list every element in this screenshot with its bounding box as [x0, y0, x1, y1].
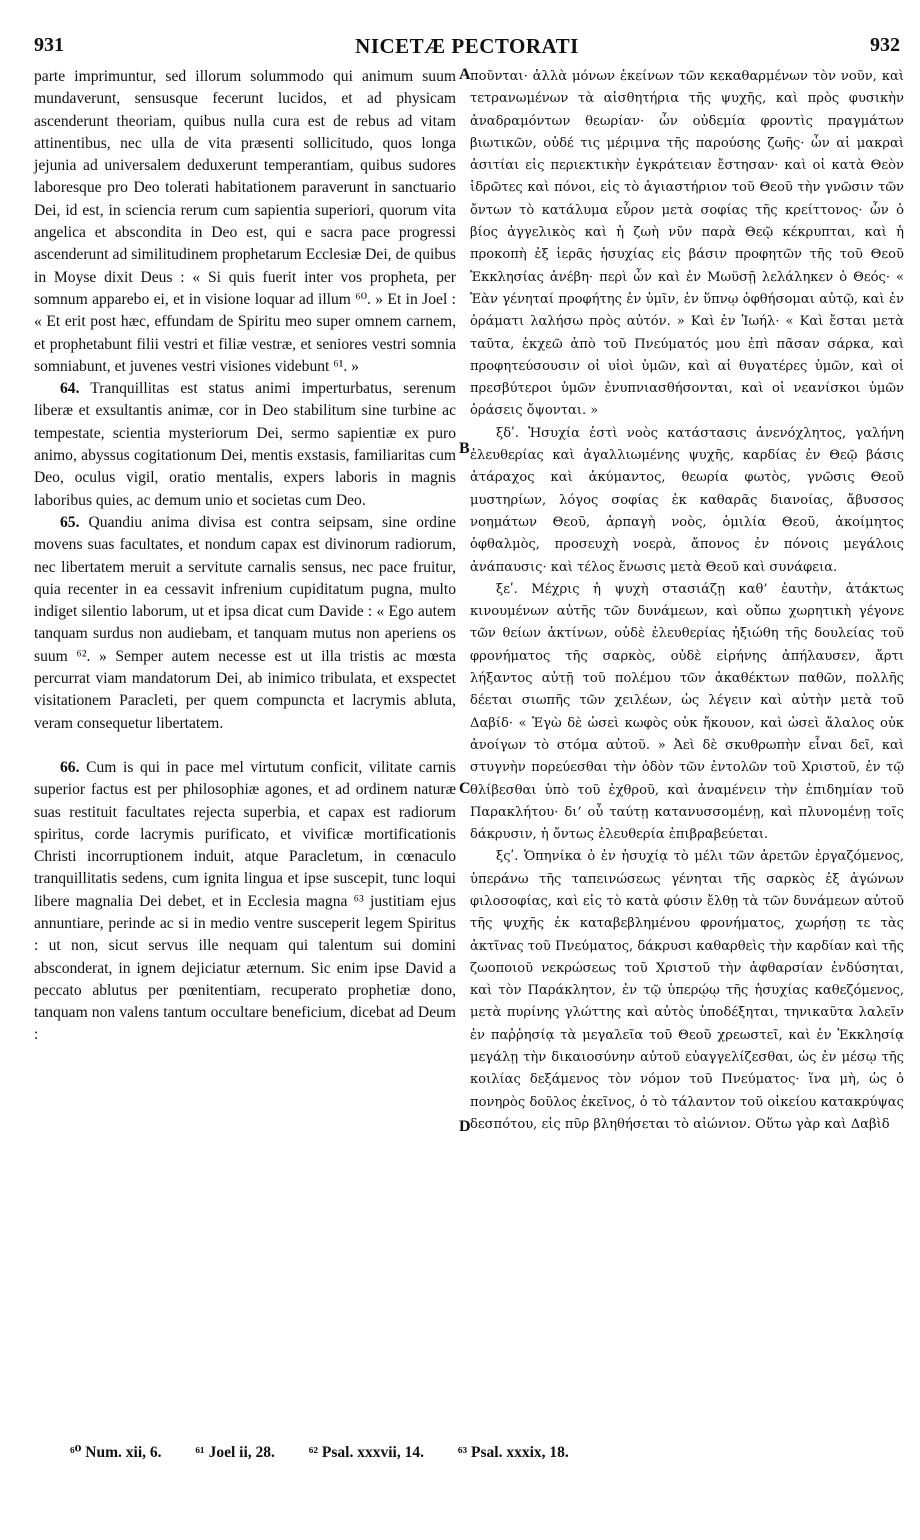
latin-section-66 — [34, 757, 456, 1047]
page-header — [34, 34, 900, 62]
footnote: ⁶¹ Joel ii, 28. — [195, 1444, 275, 1461]
greek-section-65 — [470, 579, 904, 847]
greek-column — [470, 66, 904, 1136]
latin-section-64 — [34, 378, 456, 512]
running-title: NICETÆ PECTORATI — [355, 34, 579, 58]
footnote: ⁶² Psal. xxxvii, 14. — [308, 1444, 424, 1461]
footnotes — [70, 1442, 890, 1462]
greek-paragraph-continued: ποῦνται· ἀλλὰ μόνων ἐκείνων τῶν κεκαθαρμένων τὸν νοῦν, καὶ τετρανωμένων τὰ αἰσθητήρια τῆς ψυχῆς, καὶ πρὸς φυσικὴν ἀναδραμόντων θεωρίαν· ὧν οὐδεμία φροντὶς πραγμάτων βιωτικῶν, οὐδέ τις μέριμνα τῆς παρούσης ζωῆς· ὧν αἱ μακραὶ ἀσιτίαι εἰς περιεκτικὴν ἐγκράτειαν ἔστησαν· καὶ οἱ κατὰ Θεὸν ἱδρῶτες καὶ πόνοι, εἰς τὸ ἁγιαστήριον τοῦ Θεοῦ τὴν γνῶσιν τῶν ὄντων τὸ κατάλυμα εὗρον μετὰ σοφίας τῆς κρείττονος· ὧν ὁ βίος ἀγγελικὸς καὶ ἡ ζωὴ νῦν παρὰ Θεῷ κέκρυπται, καὶ ἡ προκοπὴ ἐξ ἱερᾶς ἡσυχίας εἰς βάσιν προφητῶν τῆς τοῦ Θεοῦ Ἐκκλησίας ἀνέβη· περὶ ὧν καὶ ἐν Μωϋσῇ λελάληκεν ὁ Θεός· « Ἐὰν γένηταί προφήτης ἐν ὑμῖν, ἐν ὕπνῳ ὀφθήσομαι αὐτῷ, καὶ ἐν ὁράματι λαλήσω πρὸς αὐτόν. » Καὶ ἐν Ἰωήλ· « Καὶ ἔσται μετὰ ταῦτα, ἐκχεῶ ἀπὸ τοῦ Πνεύματός μου ἐπὶ πᾶσαν σάρκα, καὶ προφητεύσουσιν οἱ υἱοὶ ὑμῶν, καὶ αἱ θυγατέρες ὑμῶν, καὶ οἱ πρεσβύτεροι ὑμῶν ἐνυπνιασθήσονται, καὶ οἱ νεανίσκοι ὑμῶν ὁράσεις ὄψονται. » — [470, 69, 904, 419]
section-text: Tranquillitas est status animi imperturbatus, serenum liberæ et exsultantis animæ, cor in Deo stabilitum sine turbine ac tempestate, scientia mysteriorum Dei, sermo sapientiæ ex puro animo, abyssus cogitationum Dei, mentis exstasis, familiaritas cum Deo, oculus vigil, oratio mentalis, expers laboris in magnis laboribus quies, ac demum unio et societas cum Deo. — [34, 380, 456, 509]
greek-section-64 — [470, 423, 904, 579]
footnote: ⁶⁰ Num. xii, 6. — [70, 1444, 162, 1461]
section-number: ξεʹ. — [496, 581, 518, 597]
page-number-right: 932 — [870, 34, 900, 56]
margin-letter-d: D — [459, 1118, 471, 1135]
section-number: ξδʹ. — [496, 425, 519, 441]
latin-column — [34, 66, 456, 1047]
section-text: Cum is qui in pace mel virtutum conficit, vilitate carnis superior factus est per philosophiæ agones, et ad ordinem naturæ suas restituit facultates rejecta superbia, et capax est radiorum spiritus, corde lacrymis purificato, et vivificæ mortificationis Christi incorruptionem induit, atque Paracletum, in cœnaculo tranquillitatis sedens, cum ignita lingua et ipse suscepit, tunc loqui libere magnalia Dei debet, et in Ecclesia magna ⁶³ justitiam ejus annuntiare, perinde ac si in medio ventre susceperit legem Spiritus : ut non, sicut servus ille nequam qui talentum sui domini absconderat, in ignem dejiciatur æternum. Sic enim ipse David a peccato ablutus per pœnitentiam, recuperato prophetiæ dono, tanquam non valens tantum occultare beneficium, dicebat ad Deum : — [34, 758, 456, 1044]
page-number-left: 931 — [34, 34, 64, 56]
section-text: Quandiu anima divisa est contra seipsam, sine ordine movens suas facultates, et nondum capax est divinorum radiorum, nec libertatem meruit a servitute carnalis sensus, nec pace fruitur, quia recenter in ea cessavit infrenium cupiditatum pugna, multo indiget silentio laborum, ut et ipsa dicat cum Davide : « Ego autem tanquam surdus non audiebam, et tanquam mutus non aperiens os suum ⁶². » Semper autem necesse est ut illa tristis ac mœsta percurrat viam mandatorum Dei, ab inimico tribulata, et exspectet visitationem Paracleti, per quem compuncta et lacrymis abluta, veram consequetur libertatem. — [34, 513, 456, 732]
section-number: 66. — [60, 758, 80, 776]
section-text: Ἡσυχία ἐστὶ νοὸς κατάστασις ἀνενόχλητος, γαλήνη ἐλευθερίας καὶ ἀγαλλιωμένης ψυχῆς, καρδίας ἐν Θεῷ βάσις ἀτάραχος καὶ ἀκύμαντος, θεωρία φωτὸς, γνῶσις Θεοῦ μυστηρίων, λόγος σοφίας ἐκ καθαρᾶς διανοίας, ἄβυσσος νοημάτων Θεοῦ, ἁρπαγὴ νοὸς, ὁμιλία Θεοῦ, ἀκοίμητος ὀφθαλμὸς, προσευχὴ νοερὰ, ἄπονος ἐν πόνοις μεγάλοις ἀνάπαυσις· καὶ τέλος ἕνωσις μετὰ Θεοῦ καὶ συνάφεια. — [470, 425, 905, 575]
section-text: Ὁπηνίκα ὁ ἐν ἡσυχίᾳ τὸ μέλι τῶν ἀρετῶν ἐργαζόμενος, ὑπεράνω τῆς ταπεινώσεως γένηται τῆς σαρκὸς ἐξ ἀγώνων φιλοσοφίας, καὶ εἰς τὸ κατὰ φύσιν ἔλθῃ τὰ τῶν δυνάμεων αὐτοῦ τῆς ψυχῆς ἐκ καταβεβλημένου φρονήματος, χωρήσῃ τε τὰς ἀκτῖνας τοῦ Πνεύματος, δάκρυσι καθαρθεὶς τὴν καρδίαν καὶ τῆς ζωοποιοῦ νεκρώσεως τοῦ Χριστοῦ τὴν ἀφθαρσίαν ἐνδύσηται, καὶ τὸν Παράκλητον, ἐν τῷ ὑπερῴῳ τῆς ἡσυχίας καθεζόμενος, μετὰ πυρίνης γλώττης καὶ αὐτὸς ὑποδέξηται, τηνικαῦτα λαλεῖν ἐν παῤῥησίᾳ τὰ μεγαλεῖα τοῦ Θεοῦ χρεωστεῖ, καὶ ἐν Ἐκκλησίᾳ μεγάλῃ τὴν δικαιοσύνην αὐτοῦ εὐαγγελίζεσθαι, ὡς ἐν μέσῳ τῆς κοιλίας δεξάμενος τὸν νόμον τοῦ Πνεύματος· ἵνα μὴ, ὡς ὁ πονηρὸς δοῦλος ἐκεῖνος, ὁ τὸ τάλαντον τοῦ οἰκείου κατακρύψας δεσπότου, εἰς πῦρ βληθήσεται τὸ αἰώνιον. Οὕτω γὰρ καὶ Δαβὶδ — [470, 849, 904, 1132]
section-number: 64. — [60, 380, 80, 398]
footnote: ⁶³ Psal. xxxix, 18. — [457, 1444, 569, 1461]
margin-letter-b: B — [459, 440, 470, 457]
latin-section-65 — [34, 512, 456, 735]
margin-letter-c: C — [459, 780, 471, 797]
margin-letter-a: A — [459, 66, 471, 83]
section-number: 65. — [60, 513, 80, 531]
latin-paragraph-continued: parte imprimuntur, sed illorum solummodo qui animum suum mundaverunt, sensusque fecerunt lucidos, et ad physicam ascenderunt theoriam, quibus nulla cura est de rebus ad vitam attinentibus, nec ulla de vita præsenti sollicitudo, quos longa jejunia ad universalem deduxerunt temperantiam, quibus sudores laboresque pro Deo tolerati habitationem paraverunt in sanctuario Dei, id est, in sciencia rerum cum sapientia superiori, quorum vita angelica et abscondita in Deo est, qui e sacra pace progressi ascenderunt ad similitudinem prophetarum Ecclesiæ Dei, de quibus in Moyse dixit Deus : « Si quis fuerit inter vos propheta, per somnum apparebo ei, et in visione loquar ad illum ⁶⁰. » Et in Joel : « Et erit post hæc, effundam de Spiritu meo super omnem carnem, et prophetabunt filii vestri et filiæ vestræ, et seniores vestri somnia somniabunt, et juvenes vestri visiones videbunt ⁶¹. » — [34, 68, 456, 375]
section-number: ξςʹ. — [496, 849, 519, 865]
greek-section-66 — [470, 846, 904, 1136]
section-text: Μέχρις ἡ ψυχὴ στασιάζῃ καθ’ ἑαυτὴν, ἀτάκτως κινουμένων αὐτῆς τῶν δυνάμεων, καὶ οὔπω χωρητικὴ γέγονε τῶν θείων ἀκτίνων, οὐδὲ ἐλευθερίας ἠξιώθη τῆς δουλείας τοῦ φρονήματος τῆς σαρκὸς, οὐδὲ εἰρήνης ἀπήλαυσεν, ἄρτι λήξαντος αὐτῇ τοῦ πολέμου τῶν ἀκαθέκτων παθῶν, πολλῆς δέεται σιωπῆς τῶν χειλέων, ὡς λέγειν καὶ αὐτὴν μετὰ τοῦ Δαβίδ· « Ἐγὼ δὲ ὡσεὶ κωφὸς οὐκ ἤκουον, καὶ ὡσεὶ ἄλαλος οὐκ ἀνοίγων τὸ στόμα αὐτοῦ. » Ἀεὶ δὲ σκυθρωπὴν εἶναι δεῖ, καὶ στυγνὴν πορεύεσθαι τὴν ὁδὸν τῶν ἐντολῶν τοῦ Χριστοῦ, ἐν τῷ θλίβεσθαι ὑπὸ τοῦ ἐχθροῦ, καὶ ἀναμένειν τὴν ἐπιδημίαν τοῦ Παρακλήτου· δι’ οὗ ταύτῃ κατανυσσομένῃ, καὶ πλυνομένῃ τοῖς δάκρυσιν, ἡ ὄντως ἐλευθερία ἐπιβραβεύεται. — [470, 581, 904, 843]
